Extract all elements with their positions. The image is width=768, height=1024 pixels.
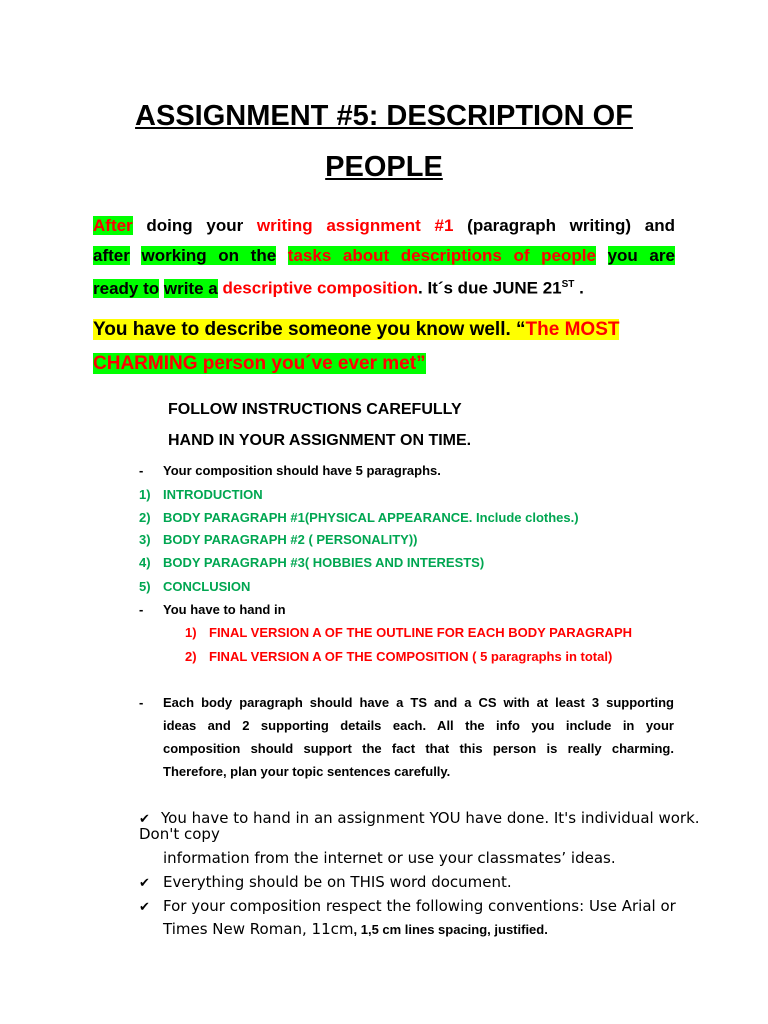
check-1-text: You have to hand in an assignment YOU have done. It's individual work. xyxy=(161,809,700,827)
check-1 xyxy=(139,809,700,827)
list-number: 2) xyxy=(139,510,151,525)
check-icon: ✔ xyxy=(139,812,150,827)
title-line-1: ASSIGNMENT #5: DESCRIPTION OF xyxy=(135,100,633,132)
list-item xyxy=(139,555,484,570)
list-number: 1) xyxy=(139,487,151,502)
list-text: BODY PARAGRAPH #2 ( PERSONALITY)) xyxy=(163,532,418,547)
check-icon: ✔ xyxy=(139,876,150,891)
list-text: INTRODUCTION xyxy=(163,487,263,502)
instruction-2-text: HAND IN YOUR ASSIGNMENT ON TIME. xyxy=(168,432,472,449)
highlight-line-1 xyxy=(93,317,619,343)
highlight-most: The MOST xyxy=(525,319,620,340)
body-note-line-3: composition should support the fact that this person is really charming. xyxy=(163,741,674,756)
list-number: 3) xyxy=(139,532,151,547)
body-note-line-2: ideas and 2 supporting details each. All the info you include in your xyxy=(163,718,674,733)
intro-line-2 xyxy=(93,245,675,267)
list-item xyxy=(139,510,579,525)
check-1-wrap: Don't copy xyxy=(139,825,220,843)
list-number: 5) xyxy=(139,579,151,594)
intro-line-1 xyxy=(93,215,675,237)
highlight-line-2 xyxy=(93,351,426,377)
list-item xyxy=(139,532,418,547)
intro-tasks: tasks about descriptions of people xyxy=(287,246,596,265)
check-3-text: For your composition respect the following conventions: Use Arial or xyxy=(163,897,676,915)
title-line-2: PEOPLE xyxy=(325,151,443,183)
body-note-line-4: Therefore, plan your topic sentences carefully. xyxy=(163,764,451,779)
intro-write: write a xyxy=(163,278,218,298)
dash-bullet: - xyxy=(139,602,144,617)
check-1-continuation: information from the internet or use your classmates’ ideas. xyxy=(163,849,616,867)
hand-in-item xyxy=(185,625,632,640)
list-item xyxy=(139,487,263,502)
check-3-font: Times New Roman, 11cm xyxy=(163,920,354,938)
check-3 xyxy=(139,897,676,915)
list-text: FINAL VERSION A OF THE OUTLINE FOR EACH BODY PARAGRAPH xyxy=(209,625,633,640)
list-text: CONCLUSION xyxy=(163,579,251,594)
check-icon: ✔ xyxy=(139,900,150,915)
highlight-text: You have to describe someone you know well. “ xyxy=(93,319,526,340)
intro-due-date: . It´s due JUNE 21 xyxy=(418,278,562,298)
check-2-text: Everything should be on THIS word document. xyxy=(163,873,512,891)
intro-paragraph-writing: (paragraph writing) and xyxy=(467,216,675,235)
intro-writing-assignment: writing assignment #1 xyxy=(256,216,454,235)
instruction-2 xyxy=(144,432,471,450)
hand-in-intro-text: You have to hand in xyxy=(163,602,286,617)
body-note-dash: - xyxy=(139,695,144,710)
list-text: FINAL VERSION A OF THE COMPOSITION ( 5 paragraphs in total) xyxy=(209,649,613,664)
intro-you-are: you are xyxy=(607,246,675,265)
list-number: 1) xyxy=(185,625,197,640)
intro-period: . xyxy=(579,278,584,298)
body-note-line-1: Each body paragraph should have a TS and a CS with at least 3 supporting xyxy=(163,695,674,710)
highlight-charming: CHARMING person you´ve ever met” xyxy=(93,353,426,374)
dash-bullet: - xyxy=(139,463,144,478)
intro-after: After xyxy=(93,216,133,235)
check-3-continuation xyxy=(163,920,548,938)
list-item xyxy=(139,579,250,594)
list-text: BODY PARAGRAPH #3( HOBBIES AND INTERESTS) xyxy=(163,555,485,570)
intro-doing: doing your xyxy=(146,216,244,235)
intro-after-2: after xyxy=(93,246,130,265)
hand-in-item xyxy=(185,649,612,664)
intro-line-3 xyxy=(93,274,584,300)
para-intro xyxy=(139,463,441,478)
intro-superscript: ST xyxy=(561,279,575,290)
list-number: 2) xyxy=(185,649,197,664)
list-number: 4) xyxy=(139,555,151,570)
intro-ready: ready to xyxy=(93,278,160,298)
para-intro-text: Your composition should have 5 paragraphs. xyxy=(163,463,441,478)
check-2 xyxy=(139,873,512,891)
intro-descriptive-composition: descriptive composition xyxy=(222,278,419,298)
instruction-1-text: FOLLOW INSTRUCTIONS CAREFULLY xyxy=(168,401,462,418)
hand-in-intro xyxy=(139,602,286,617)
check-3-spacing: , 1,5 cm lines spacing, justified. xyxy=(353,922,548,937)
list-text: BODY PARAGRAPH #1(PHYSICAL APPEARANCE. Include clothes.) xyxy=(163,510,579,525)
intro-working: working on the xyxy=(141,246,277,265)
instruction-1 xyxy=(144,401,462,419)
